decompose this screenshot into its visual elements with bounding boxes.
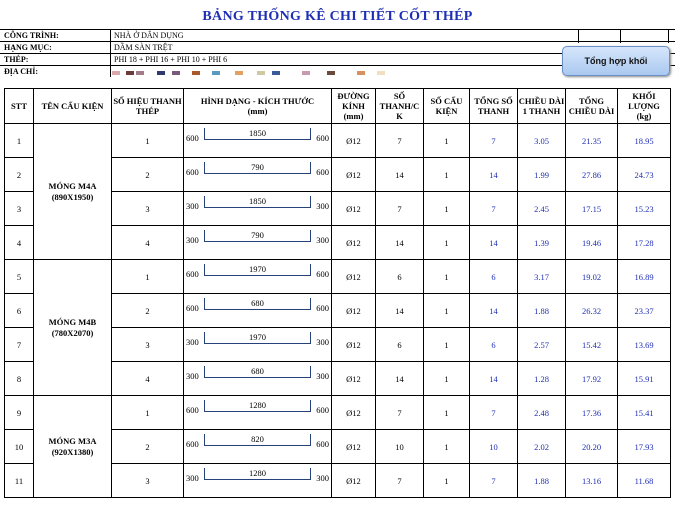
cell-bar-length: 3.17 bbox=[518, 260, 566, 294]
cell-stt: 9 bbox=[5, 396, 34, 430]
cell-diameter: Ø12 bbox=[332, 158, 376, 192]
header-diameter-unit: (mm) bbox=[343, 111, 364, 121]
color-swatch bbox=[302, 71, 310, 75]
cell-shape bbox=[184, 226, 332, 260]
cell-bar-mark: 3 bbox=[112, 464, 184, 498]
cell-component-count: 1 bbox=[424, 396, 470, 430]
info-value: PHI 18 + PHI 16 + PHI 10 + PHI 6 bbox=[114, 55, 228, 64]
cell-bar-mark: 3 bbox=[112, 192, 184, 226]
cell-weight: 13.69 bbox=[618, 328, 671, 362]
cell-diameter: Ø12 bbox=[332, 430, 376, 464]
shape-right-leg: 300 bbox=[316, 371, 329, 381]
cell-total-bars: 14 bbox=[470, 226, 518, 260]
cell-weight: 15.23 bbox=[618, 192, 671, 226]
shape-bar-length: 1280 bbox=[204, 400, 311, 412]
cell-shape bbox=[184, 158, 332, 192]
cell-bar-mark: 3 bbox=[112, 328, 184, 362]
cell-bars-per-component: 7 bbox=[376, 124, 424, 158]
header-total-length: TỔNG CHIỀU DÀI bbox=[566, 89, 618, 124]
shape-left-leg: 300 bbox=[186, 473, 199, 483]
info-label: THÉP: bbox=[4, 55, 29, 64]
shape-bar-length: 680 bbox=[204, 366, 311, 378]
cell-bar-length: 1.99 bbox=[518, 158, 566, 192]
cell-stt: 8 bbox=[5, 362, 34, 396]
table-header-row bbox=[5, 89, 671, 124]
cell-bar-mark: 4 bbox=[112, 362, 184, 396]
table-row bbox=[5, 396, 671, 430]
bar-shape bbox=[184, 226, 331, 259]
header-bar-length: CHIỀU DÀI 1 THANH bbox=[518, 89, 566, 124]
cell-bar-length: 2.02 bbox=[518, 430, 566, 464]
cell-bars-per-component: 14 bbox=[376, 362, 424, 396]
cell-stt: 6 bbox=[5, 294, 34, 328]
shape-bar-length: 1850 bbox=[204, 128, 311, 140]
cell-weight: 15.41 bbox=[618, 396, 671, 430]
info-project bbox=[4, 30, 664, 42]
cell-total-bars: 14 bbox=[470, 158, 518, 192]
color-swatch bbox=[327, 71, 335, 75]
cell-bar-length: 1.28 bbox=[518, 362, 566, 396]
cell-weight: 24.73 bbox=[618, 158, 671, 192]
cell-stt: 4 bbox=[5, 226, 34, 260]
cell-stt: 3 bbox=[5, 192, 34, 226]
cell-total-length: 17.15 bbox=[566, 192, 618, 226]
cell-bar-length: 1.88 bbox=[518, 464, 566, 498]
shape-right-leg: 600 bbox=[316, 269, 329, 279]
cell-bars-per-component: 7 bbox=[376, 464, 424, 498]
cell-total-length: 17.92 bbox=[566, 362, 618, 396]
table-row bbox=[5, 124, 671, 158]
cell-shape bbox=[184, 362, 332, 396]
shape-right-leg: 300 bbox=[316, 337, 329, 347]
cell-bars-per-component: 14 bbox=[376, 294, 424, 328]
cell-component-name bbox=[34, 260, 112, 396]
header-shape bbox=[184, 89, 332, 124]
cell-bar-mark: 4 bbox=[112, 226, 184, 260]
shape-left-leg: 300 bbox=[186, 337, 199, 347]
cell-total-bars: 14 bbox=[470, 294, 518, 328]
header-bars-per-component: SỐ THANH/C K bbox=[376, 89, 424, 124]
header-shape-label: HÌNH DẠNG - KÍCH THƯỚC bbox=[200, 96, 315, 106]
cell-total-length: 21.35 bbox=[566, 124, 618, 158]
cell-component-count: 1 bbox=[424, 464, 470, 498]
shape-bar-length: 790 bbox=[204, 162, 311, 174]
shape-left-leg: 600 bbox=[186, 269, 199, 279]
cell-component-name bbox=[34, 124, 112, 260]
shape-right-leg: 600 bbox=[316, 133, 329, 143]
cell-bars-per-component: 14 bbox=[376, 158, 424, 192]
cell-shape bbox=[184, 260, 332, 294]
cell-component-count: 1 bbox=[424, 158, 470, 192]
cell-component-count: 1 bbox=[424, 226, 470, 260]
bar-shape bbox=[184, 396, 331, 429]
cell-bars-per-component: 10 bbox=[376, 430, 424, 464]
shape-right-leg: 600 bbox=[316, 439, 329, 449]
cell-component-count: 1 bbox=[424, 294, 470, 328]
bar-shape bbox=[184, 464, 331, 497]
cell-bar-mark: 1 bbox=[112, 396, 184, 430]
cell-weight: 23.37 bbox=[618, 294, 671, 328]
cell-total-length: 19.02 bbox=[566, 260, 618, 294]
cell-total-length: 15.42 bbox=[566, 328, 618, 362]
color-swatch bbox=[112, 71, 120, 75]
header-component-count: SỐ CẤU KIỆN bbox=[424, 89, 470, 124]
shape-bar-length: 1280 bbox=[204, 468, 311, 480]
cell-bar-mark: 1 bbox=[112, 260, 184, 294]
shape-left-leg: 300 bbox=[186, 371, 199, 381]
cell-component-count: 1 bbox=[424, 260, 470, 294]
cell-diameter: Ø12 bbox=[332, 192, 376, 226]
shape-bar-length: 820 bbox=[204, 434, 311, 446]
shape-left-leg: 600 bbox=[186, 133, 199, 143]
cell-bar-length: 1.88 bbox=[518, 294, 566, 328]
cell-component-count: 1 bbox=[424, 430, 470, 464]
header-shape-unit: (mm) bbox=[247, 106, 268, 116]
bar-shape bbox=[184, 158, 331, 191]
cell-shape bbox=[184, 294, 332, 328]
color-swatch bbox=[257, 71, 265, 75]
cell-bar-length: 2.45 bbox=[518, 192, 566, 226]
shape-right-leg: 300 bbox=[316, 235, 329, 245]
info-label: ĐỊA CHỈ: bbox=[4, 67, 39, 76]
color-swatch bbox=[136, 71, 144, 75]
color-swatch bbox=[172, 71, 180, 75]
component-name: MÓNG M4B bbox=[48, 316, 97, 327]
component-dims: (780X2070) bbox=[51, 327, 94, 338]
header-component: TÊN CẤU KIỆN bbox=[34, 89, 112, 124]
cell-bar-length: 2.48 bbox=[518, 396, 566, 430]
header-bar-mark: SỐ HIỆU THANH THÉP bbox=[112, 89, 184, 124]
cell-bar-mark: 2 bbox=[112, 294, 184, 328]
cell-total-length: 26.32 bbox=[566, 294, 618, 328]
cell-bars-per-component: 14 bbox=[376, 226, 424, 260]
cell-total-length: 17.36 bbox=[566, 396, 618, 430]
cell-weight: 15.91 bbox=[618, 362, 671, 396]
shape-right-leg: 300 bbox=[316, 201, 329, 211]
bar-shape bbox=[184, 430, 331, 463]
cell-shape bbox=[184, 464, 332, 498]
header-diameter bbox=[332, 89, 376, 124]
cell-stt: 10 bbox=[5, 430, 34, 464]
shape-bar-length: 680 bbox=[204, 298, 311, 310]
color-swatch bbox=[377, 71, 385, 75]
shape-left-leg: 600 bbox=[186, 167, 199, 177]
header-total-bars: TỔNG SỐ THANH bbox=[470, 89, 518, 124]
component-dims: (890X1950) bbox=[51, 191, 94, 202]
info-value: DẦM SÀN TRỆT bbox=[114, 43, 173, 52]
header-stt: STT bbox=[5, 89, 34, 124]
shape-left-leg: 600 bbox=[186, 439, 199, 449]
shape-right-leg: 300 bbox=[316, 473, 329, 483]
component-dims: (920X1380) bbox=[51, 446, 94, 457]
cell-total-length: 27.86 bbox=[566, 158, 618, 192]
shape-bar-length: 790 bbox=[204, 230, 311, 242]
color-swatch bbox=[272, 71, 280, 75]
cell-stt: 5 bbox=[5, 260, 34, 294]
cell-component-count: 1 bbox=[424, 124, 470, 158]
shape-right-leg: 600 bbox=[316, 405, 329, 415]
color-swatch bbox=[357, 71, 365, 75]
color-swatch bbox=[235, 71, 243, 75]
divider bbox=[668, 29, 669, 43]
cell-bar-length: 2.57 bbox=[518, 328, 566, 362]
rebar-table bbox=[4, 88, 671, 498]
cell-component-count: 1 bbox=[424, 328, 470, 362]
cell-weight: 17.28 bbox=[618, 226, 671, 260]
cell-total-bars: 7 bbox=[470, 124, 518, 158]
bar-shape bbox=[184, 124, 331, 157]
shape-left-leg: 300 bbox=[186, 201, 199, 211]
bar-shape bbox=[184, 294, 331, 327]
cell-diameter: Ø12 bbox=[332, 226, 376, 260]
cell-total-bars: 7 bbox=[470, 464, 518, 498]
header-weight-label: KHỐI LƯỢNG bbox=[628, 91, 660, 111]
cell-component-count: 1 bbox=[424, 192, 470, 226]
cell-stt: 11 bbox=[5, 464, 34, 498]
cell-diameter: Ø12 bbox=[332, 294, 376, 328]
cell-shape bbox=[184, 328, 332, 362]
cell-stt: 7 bbox=[5, 328, 34, 362]
cell-bars-per-component: 6 bbox=[376, 328, 424, 362]
cell-bars-per-component: 6 bbox=[376, 260, 424, 294]
bar-shape bbox=[184, 362, 331, 395]
color-swatch bbox=[192, 71, 200, 75]
cell-total-length: 20.20 bbox=[566, 430, 618, 464]
cell-total-bars: 7 bbox=[470, 396, 518, 430]
summary-button[interactable]: Tổng hợp khối bbox=[562, 46, 670, 76]
bar-shape bbox=[184, 260, 331, 293]
cell-total-length: 19.46 bbox=[566, 226, 618, 260]
shape-bar-length: 1850 bbox=[204, 196, 311, 208]
cell-diameter: Ø12 bbox=[332, 396, 376, 430]
sheet-title: BẢNG THỐNG KÊ CHI TIẾT CỐT THÉP bbox=[202, 9, 473, 24]
cell-bar-length: 1.39 bbox=[518, 226, 566, 260]
shape-left-leg: 600 bbox=[186, 405, 199, 415]
cell-weight: 17.93 bbox=[618, 430, 671, 464]
cell-weight: 11.68 bbox=[618, 464, 671, 498]
header-weight-unit: (kg) bbox=[636, 111, 652, 121]
cell-total-bars: 6 bbox=[470, 328, 518, 362]
cell-shape bbox=[184, 192, 332, 226]
shape-bar-length: 1970 bbox=[204, 264, 311, 276]
cell-diameter: Ø12 bbox=[332, 328, 376, 362]
shape-bar-length: 1970 bbox=[204, 332, 311, 344]
color-swatch bbox=[157, 71, 165, 75]
cell-total-bars: 6 bbox=[470, 260, 518, 294]
cell-bars-per-component: 7 bbox=[376, 396, 424, 430]
cell-bar-mark: 1 bbox=[112, 124, 184, 158]
cell-component-count: 1 bbox=[424, 362, 470, 396]
shape-right-leg: 600 bbox=[316, 303, 329, 313]
cell-diameter: Ø12 bbox=[332, 362, 376, 396]
cell-shape bbox=[184, 430, 332, 464]
cell-total-bars: 10 bbox=[470, 430, 518, 464]
color-swatch bbox=[126, 71, 134, 75]
cell-stt: 1 bbox=[5, 124, 34, 158]
shape-right-leg: 600 bbox=[316, 167, 329, 177]
cell-diameter: Ø12 bbox=[332, 464, 376, 498]
cell-bar-mark: 2 bbox=[112, 430, 184, 464]
info-value: NHÀ Ở DÂN DỤNG bbox=[114, 31, 184, 40]
cell-weight: 18.95 bbox=[618, 124, 671, 158]
cell-stt: 2 bbox=[5, 158, 34, 192]
bar-shape bbox=[184, 192, 331, 225]
component-name: MÓNG M3A bbox=[48, 435, 97, 446]
cell-total-bars: 7 bbox=[470, 192, 518, 226]
component-name: MÓNG M4A bbox=[48, 180, 97, 191]
cell-bar-length: 3.05 bbox=[518, 124, 566, 158]
cell-total-length: 13.16 bbox=[566, 464, 618, 498]
header-diameter-label: ĐƯỜNG KÍNH bbox=[337, 91, 370, 111]
cell-diameter: Ø12 bbox=[332, 124, 376, 158]
info-label: HẠNG MỤC: bbox=[4, 43, 52, 52]
cell-total-bars: 14 bbox=[470, 362, 518, 396]
color-swatch bbox=[212, 71, 220, 75]
cell-shape bbox=[184, 396, 332, 430]
table-row bbox=[5, 260, 671, 294]
shape-left-leg: 300 bbox=[186, 235, 199, 245]
bar-shape bbox=[184, 328, 331, 361]
cell-bar-mark: 2 bbox=[112, 158, 184, 192]
shape-left-leg: 600 bbox=[186, 303, 199, 313]
cell-shape bbox=[184, 124, 332, 158]
cell-component-name bbox=[34, 396, 112, 498]
cell-bars-per-component: 7 bbox=[376, 192, 424, 226]
cell-diameter: Ø12 bbox=[332, 260, 376, 294]
header-weight bbox=[618, 89, 671, 124]
info-label: CÔNG TRÌNH: bbox=[4, 31, 59, 40]
cell-weight: 16.89 bbox=[618, 260, 671, 294]
